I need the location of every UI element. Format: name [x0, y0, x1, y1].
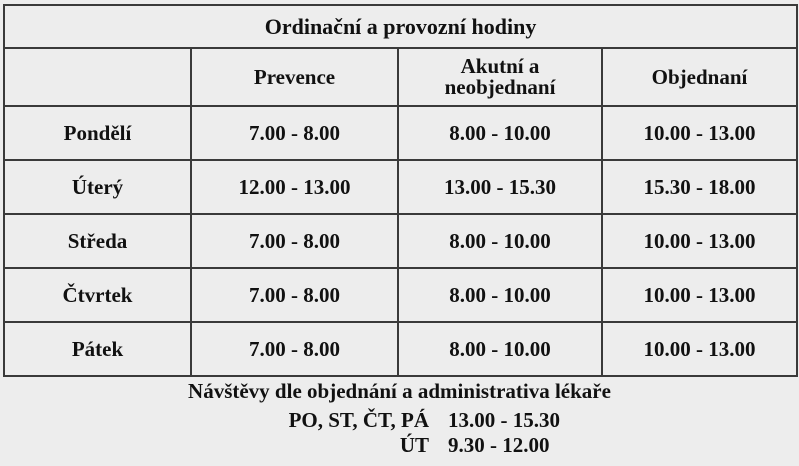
objednani-cell: 10.00 - 13.00 [602, 106, 797, 160]
table-row [4, 160, 797, 214]
akutni-cell: 13.00 - 15.30 [398, 160, 602, 214]
visits-days: PO, ST, ČT, PÁ [288, 408, 429, 432]
day-cell: Pondělí [4, 106, 191, 160]
table-row [4, 214, 797, 268]
day-cell: Středa [4, 214, 191, 268]
visits-time: 13.00 - 15.30 [448, 408, 560, 432]
table-row [4, 106, 797, 160]
day-cell: Čtvrtek [4, 268, 191, 322]
objednani-cell: 15.30 - 18.00 [602, 160, 797, 214]
prevence-cell: 12.00 - 13.00 [191, 160, 398, 214]
column-header-objednani: Objednaní [602, 48, 797, 106]
table-row [4, 268, 797, 322]
table-row [4, 322, 797, 376]
visits-title: Návštěvy dle objednání a administrativa lékaře [188, 379, 611, 403]
akutni-cell: 8.00 - 10.00 [398, 214, 602, 268]
prevence-cell: 7.00 - 8.00 [191, 268, 398, 322]
objednani-cell: 10.00 - 13.00 [602, 322, 797, 376]
objednani-cell: 10.00 - 13.00 [602, 268, 797, 322]
table-title-row [4, 5, 797, 48]
visits-section [0, 376, 799, 406]
visits-time: 9.30 - 12.00 [448, 433, 550, 457]
akutni-cell: 8.00 - 10.00 [398, 106, 602, 160]
akutni-cell: 8.00 - 10.00 [398, 268, 602, 322]
column-header-prevence: Prevence [191, 48, 398, 106]
akutni-cell: 8.00 - 10.00 [398, 322, 602, 376]
day-cell: Úterý [4, 160, 191, 214]
prevence-cell: 7.00 - 8.00 [191, 106, 398, 160]
prevence-cell: 7.00 - 8.00 [191, 214, 398, 268]
day-cell: Pátek [4, 322, 191, 376]
table-title: Ordinační a provozní hodiny [4, 5, 797, 48]
visits-row [0, 433, 799, 458]
objednani-cell: 10.00 - 13.00 [602, 214, 797, 268]
column-header-row [4, 48, 797, 106]
prevence-cell: 7.00 - 8.00 [191, 322, 398, 376]
visits-list [0, 408, 799, 458]
visits-days: ÚT [399, 433, 429, 457]
visits-row [0, 408, 799, 433]
office-hours-table [3, 4, 798, 377]
column-header-akutni: Akutní a neobjednaní [398, 48, 602, 106]
corner-header [4, 48, 191, 106]
